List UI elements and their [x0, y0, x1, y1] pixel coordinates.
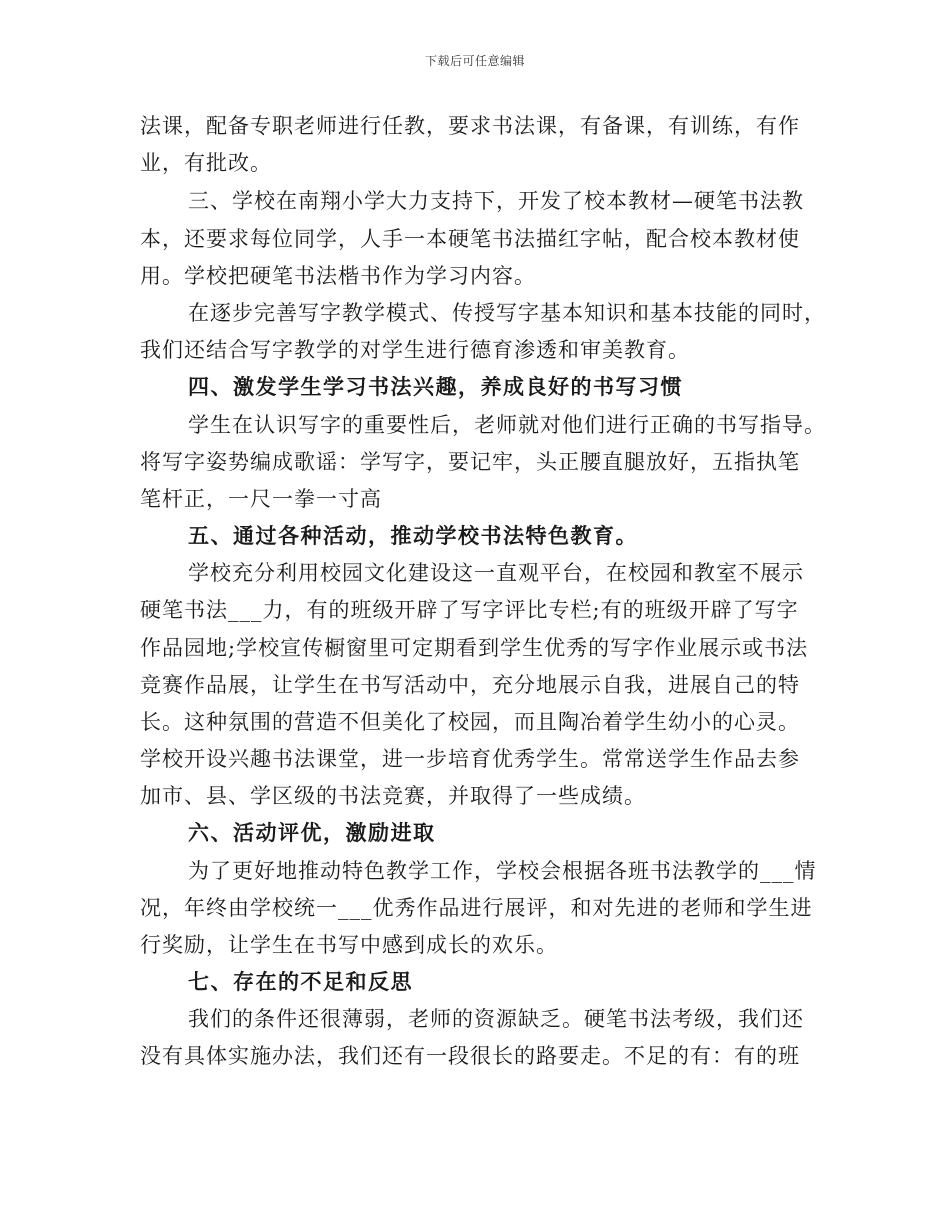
- body-line: 业，有批改。: [140, 151, 272, 175]
- body-line: 本，还要求每位同学，人手一本硬笔书法描红字帖，配合校本教材使: [140, 227, 800, 251]
- body-line: 作品园地;学校宣传橱窗里可定期看到学生优秀的写字作业展示或书法: [140, 636, 809, 660]
- body-line: 没有具体实施办法，我们还有一段很长的路要走。不足的有：有的班: [140, 1044, 800, 1068]
- body-line: 学校开设兴趣书法课堂，进一步培育优秀学生。常常送学生作品去参: [140, 747, 800, 771]
- body-line: 在逐步完善写字教学模式、传授写字基本知识和基本技能的同时，: [188, 301, 826, 325]
- body-line: 学校充分利用校园文化建设这一直观平台，在校园和教室不展示: [188, 561, 804, 585]
- body-line: 我们还结合写字教学的对学生进行德育渗透和审美教育。: [140, 338, 690, 362]
- section-heading: 四、激发学生学习书法兴趣，养成良好的书写习惯: [188, 374, 683, 399]
- body-line: 笔杆正，一尺一拳一寸高: [140, 487, 382, 511]
- body-line: 行奖励，让学生在书写中感到成长的欢乐。: [140, 933, 558, 957]
- body-line: 我们的条件还很薄弱，老师的资源缺乏。硬笔书法考级，我们还: [188, 1007, 804, 1031]
- body-line: 三、学校在南翔小学大力支持下，开发了校本教材—硬笔书法教: [188, 189, 804, 213]
- body-line: 用。学校把硬笔书法楷书作为学习内容。: [140, 264, 536, 288]
- section-heading: 五、通过各种活动，推动学校书法特色教育。: [188, 523, 638, 548]
- body-line: 硬笔书法___力，有的班级开辟了写字评比专栏;有的班级开辟了写字: [140, 598, 799, 622]
- section-heading: 六、活动评优，激励进取: [188, 820, 436, 845]
- body-line: 竞赛作品展，让学生在书写活动中，充分地展示自我，进展自己的特: [140, 673, 800, 697]
- body-line: 学生在认识写字的重要性后，老师就对他们进行正确的书写指导。: [188, 413, 826, 437]
- body-line: 法课，配备专职老师进行任教，要求书法课，有备课，有训练，有作: [140, 114, 800, 138]
- section-heading: 七、存在的不足和反思: [188, 969, 413, 994]
- body-line: 将写字姿势编成歌谣：学写字，要记牢，头正腰直腿放好，五指执笔: [140, 450, 800, 474]
- page-header: 下载后可任意编辑: [424, 54, 525, 68]
- body-line: 况，年终由学校统一___优秀作品进行展评，和对先进的老师和学生进: [140, 896, 813, 920]
- body-line: 加市、县、学区级的书法竞赛，并取得了一些成绩。: [140, 784, 646, 808]
- body-line: 长。这种氛围的营造不但美化了校园，而且陶冶着学生幼小的心灵。: [140, 710, 800, 734]
- body-line: 为了更好地推动特色教学工作，学校会根据各班书法教学的___情: [188, 859, 817, 883]
